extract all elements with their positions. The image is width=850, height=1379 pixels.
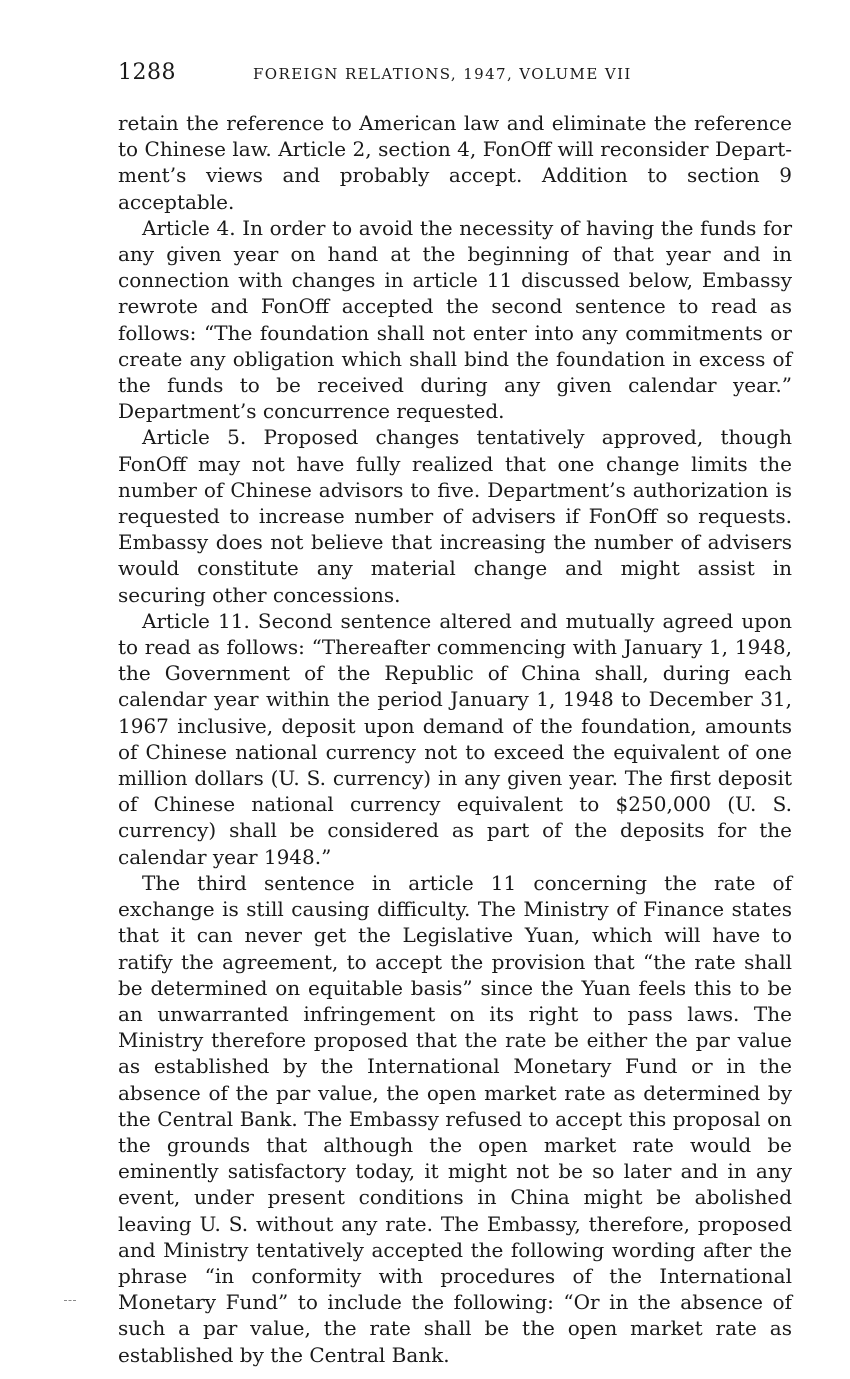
document-page <box>118 60 792 1368</box>
paragraph-article-4: Article 4. In order to avoid the necessity of having the funds for any given year on hand at the beginning of that year and in connection with changes in article 11 discussed below, Embassy rewrote and FonOff accepted the second sentence to read as follows: “The foundation shall not enter into any commitments or create any obligation which shall bind the foundation in excess of the funds to be received during any given calendar year.” Department’s concurrence requested. <box>118 215 792 424</box>
page-number: 1288 <box>118 60 176 85</box>
paragraph-exchange-rate: The third sentence in article 11 concerning the rate of exchange is still causing difficulty. The Ministry of Finance states that it can never get the Legislative Yuan, which will have to ratify the agreement, to accept the provision that “the rate shall be determined on equitable basis” since the Yuan feels this to be an unwarranted infringement on its right to pass laws. The Ministry therefore proposed that the rate be either the par value as established by the International Monetary Fund or in the absence of the par value, the open market rate as determined by the Central Bank. The Embassy refused to accept this proposal on the grounds that although the open market rate would be eminently satisfactory today, it might not be so later and in any event, under present conditions in China might be abolished leaving U. S. without any rate. The Embassy, therefore, proposed and Ministry tentatively accepted the following wording after the phrase “in conformity with procedures of the International Monetary Fund” to include the following: “Or in the absence of such a par value, the rate shall be the open market rate as established by the Central Bank. <box>118 870 792 1367</box>
page-header <box>118 60 792 92</box>
scan-artifact-mark <box>64 1300 76 1303</box>
paragraph-article-11: Article 11. Second sentence altered and mutually agreed upon to read as follows: “Thereafter commencing with January 1, 1948, the Government of the Republic of China shall, during each calendar year within the period January 1, 1948 to December 31, 1967 inclusive, deposit upon demand of the foundation, amounts of Chinese national currency not to exceed the equivalent of one million dollars (U. S. currency) in any given year. The first deposit of Chinese national currency equivalent to $250,000 (U. S. currency) shall be considered as part of the deposits for the calendar year 1948.” <box>118 608 792 869</box>
running-title: FOREIGN RELATIONS, 1947, VOLUME VII <box>253 65 632 83</box>
paragraph-continuation: retain the reference to American law and eliminate the reference to Chinese law. Article 2, section 4, FonOff will reconsider Department’s views and probably accept. Addition to section 9 acceptable. <box>118 111 792 214</box>
body-text <box>118 110 792 1368</box>
paragraph-article-5: Article 5. Proposed changes tentatively approved, though FonOff may not have fully realized that one change limits the number of Chinese advisors to five. Department’s authorization is requested to increase number of advisers if FonOff so requests. Embassy does not believe that increasing the number of advisers would constitute any material change and might assist in securing other concessions. <box>118 425 792 607</box>
